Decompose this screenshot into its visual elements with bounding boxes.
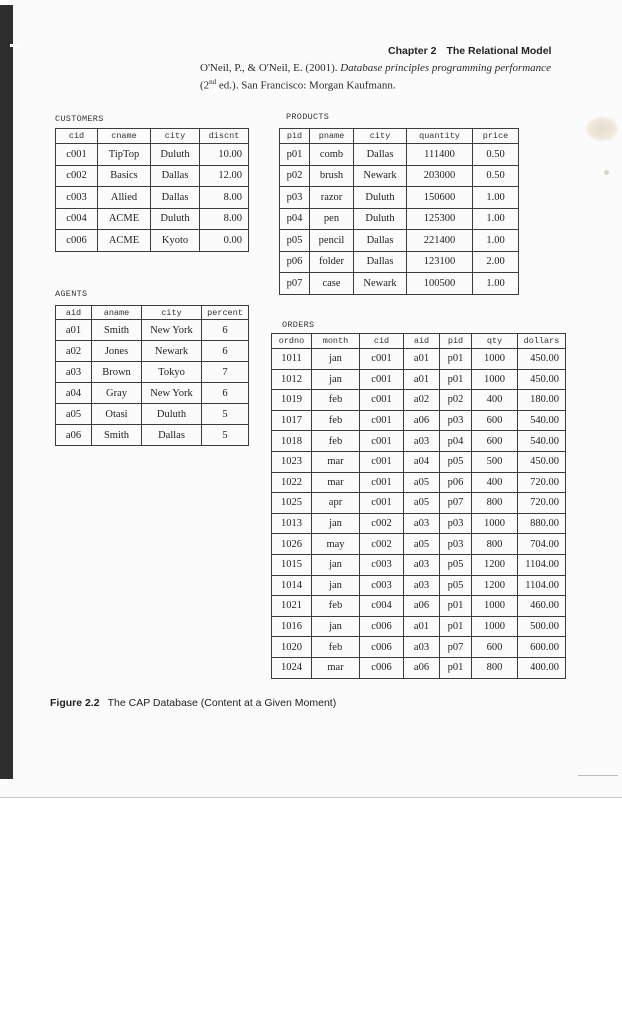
table-cell-cid: c001 — [360, 390, 404, 411]
table-cell-ordno: 1014 — [272, 575, 312, 596]
paper-speck — [604, 170, 609, 175]
table-row — [280, 144, 519, 166]
table-cell-quantity: 125300 — [407, 208, 473, 230]
table-row — [280, 230, 519, 252]
table-cell-aid: a04 — [404, 451, 440, 472]
table-cell-aid: a06 — [56, 425, 92, 446]
table-cell-cid: c004 — [56, 208, 98, 230]
table-header-row — [272, 334, 566, 349]
table-cell-cid: c003 — [360, 575, 404, 596]
column-header-aid: aid — [404, 334, 440, 349]
table-row — [272, 390, 566, 411]
table-cell-discnt: 8.00 — [200, 187, 249, 209]
table-cell-aid: a03 — [404, 513, 440, 534]
agents-table — [55, 305, 249, 446]
column-header-pid: pid — [280, 129, 310, 144]
table-cell-aid: a05 — [404, 472, 440, 493]
table-cell-dollars: 720.00 — [518, 493, 566, 514]
table-cell-qty: 800 — [472, 534, 518, 555]
table-row — [272, 431, 566, 452]
table-cell-dollars: 400.00 — [518, 657, 566, 678]
table-cell-city: Dallas — [151, 187, 200, 209]
table-cell-ordno: 1023 — [272, 451, 312, 472]
column-header-ordno: ordno — [272, 334, 312, 349]
table-cell-cname: ACME — [98, 230, 151, 252]
column-header-aid: aid — [56, 306, 92, 320]
table-cell-pname: comb — [310, 144, 354, 166]
table-cell-month: mar — [312, 657, 360, 678]
table-row — [272, 472, 566, 493]
table-row — [280, 251, 519, 273]
column-header-quantity: quantity — [407, 129, 473, 144]
table-row — [272, 637, 566, 658]
table-row — [56, 425, 249, 446]
table-cell-aid: a01 — [404, 369, 440, 390]
table-row — [272, 657, 566, 678]
table-cell-city: Dallas — [142, 425, 202, 446]
table-cell-city: Duluth — [354, 208, 407, 230]
table-cell-pid: p03 — [440, 513, 472, 534]
column-header-pname: pname — [310, 129, 354, 144]
column-header-price: price — [473, 129, 519, 144]
table-cell-month: feb — [312, 410, 360, 431]
table-cell-aid: a03 — [404, 554, 440, 575]
table-cell-quantity: 100500 — [407, 273, 473, 295]
table-row — [272, 349, 566, 370]
table-cell-qty: 500 — [472, 451, 518, 472]
table-cell-ordno: 1018 — [272, 431, 312, 452]
table-cell-month: jan — [312, 554, 360, 575]
citation-line-1 — [200, 61, 551, 75]
table-cell-pid: p01 — [440, 657, 472, 678]
table-cell-cid: c001 — [360, 451, 404, 472]
table-cell-dollars: 600.00 — [518, 637, 566, 658]
table-cell-aname: Otasi — [92, 404, 142, 425]
table-cell-cid: c002 — [360, 513, 404, 534]
table-cell-ordno: 1022 — [272, 472, 312, 493]
table-cell-pname: brush — [310, 165, 354, 187]
table-cell-aname: Jones — [92, 341, 142, 362]
table-cell-dollars: 1104.00 — [518, 575, 566, 596]
table-cell-city: Duluth — [151, 208, 200, 230]
table-cell-qty: 800 — [472, 657, 518, 678]
table-cell-aid: a06 — [404, 657, 440, 678]
table-row — [272, 575, 566, 596]
page-bottom-edge — [0, 797, 622, 798]
table-cell-pid: p01 — [440, 349, 472, 370]
table-cell-cid: c006 — [360, 616, 404, 637]
table-cell-cid: c002 — [56, 165, 98, 187]
table-cell-aid: a01 — [404, 616, 440, 637]
table-row — [280, 165, 519, 187]
table-cell-pid: p04 — [440, 431, 472, 452]
table-row — [56, 165, 249, 187]
table-cell-qty: 800 — [472, 493, 518, 514]
table-cell-aname: Smith — [92, 425, 142, 446]
table-row — [272, 410, 566, 431]
citation-line-2: (2nd ed.). San Francisco: Morgan Kaufmann. — [200, 78, 396, 92]
table-cell-dollars: 704.00 — [518, 534, 566, 555]
scan-binding-edge — [0, 5, 13, 779]
table-row — [56, 341, 249, 362]
column-header-cid: cid — [360, 334, 404, 349]
chapter-number: Chapter 2 — [388, 45, 437, 57]
table-row — [56, 383, 249, 404]
table-cell-qty: 400 — [472, 390, 518, 411]
citation-book-title: Database principles programming performance — [340, 62, 551, 74]
agents-table-label: AGENTS — [55, 289, 88, 299]
column-header-city: city — [142, 306, 202, 320]
table-cell-pid: p04 — [280, 208, 310, 230]
table-cell-pid: p05 — [280, 230, 310, 252]
column-header-discnt: discnt — [200, 129, 249, 144]
table-cell-city: Newark — [354, 165, 407, 187]
table-cell-cid: c004 — [360, 596, 404, 617]
table-cell-ordno: 1015 — [272, 554, 312, 575]
table-cell-qty: 1000 — [472, 513, 518, 534]
table-cell-month: jan — [312, 349, 360, 370]
table-cell-aid: a05 — [404, 534, 440, 555]
table-cell-ordno: 1017 — [272, 410, 312, 431]
column-header-cid: cid — [56, 129, 98, 144]
table-cell-qty: 1000 — [472, 349, 518, 370]
table-cell-dollars: 540.00 — [518, 431, 566, 452]
table-cell-month: jan — [312, 616, 360, 637]
table-cell-pname: case — [310, 273, 354, 295]
customers-table — [55, 128, 249, 252]
table-row — [56, 208, 249, 230]
table-cell-city: Duluth — [354, 187, 407, 209]
table-cell-aid: a03 — [404, 575, 440, 596]
table-cell-pid: p03 — [440, 534, 472, 555]
table-cell-aid: a03 — [404, 637, 440, 658]
table-cell-dollars: 450.00 — [518, 369, 566, 390]
table-cell-pid: p01 — [440, 616, 472, 637]
table-row — [272, 596, 566, 617]
table-cell-percent: 5 — [202, 404, 249, 425]
table-cell-pname: razor — [310, 187, 354, 209]
table-cell-ordno: 1024 — [272, 657, 312, 678]
table-cell-ordno: 1019 — [272, 390, 312, 411]
table-row — [56, 320, 249, 341]
table-cell-city: Duluth — [151, 144, 200, 166]
table-cell-ordno: 1021 — [272, 596, 312, 617]
table-cell-city: New York — [142, 320, 202, 341]
table-cell-pid: p06 — [280, 251, 310, 273]
table-cell-pname: pencil — [310, 230, 354, 252]
table-cell-aid: a03 — [56, 362, 92, 383]
table-cell-price: 1.00 — [473, 273, 519, 295]
column-header-month: month — [312, 334, 360, 349]
table-cell-aname: Brown — [92, 362, 142, 383]
table-cell-ordno: 1012 — [272, 369, 312, 390]
table-cell-aid: a05 — [404, 493, 440, 514]
column-header-pid: pid — [440, 334, 472, 349]
table-cell-dollars: 540.00 — [518, 410, 566, 431]
table-cell-aid: a01 — [404, 349, 440, 370]
table-cell-pid: p05 — [440, 575, 472, 596]
table-cell-aid: a06 — [404, 596, 440, 617]
table-cell-ordno: 1016 — [272, 616, 312, 637]
table-cell-city: Dallas — [151, 165, 200, 187]
table-cell-dollars: 720.00 — [518, 472, 566, 493]
table-cell-month: apr — [312, 493, 360, 514]
table-row — [56, 187, 249, 209]
table-row — [272, 451, 566, 472]
orders-table-label: ORDERS — [282, 320, 315, 330]
table-cell-cid: c001 — [360, 431, 404, 452]
table-cell-pid: p02 — [440, 390, 472, 411]
table-header-row — [56, 129, 249, 144]
table-row — [272, 369, 566, 390]
citation-authors: O'Neil, P., & O'Neil, E. (2001). — [200, 62, 341, 74]
table-cell-dollars: 450.00 — [518, 451, 566, 472]
table-cell-ordno: 1025 — [272, 493, 312, 514]
table-cell-city: Newark — [354, 273, 407, 295]
table-row — [56, 362, 249, 383]
table-cell-pid: p01 — [440, 369, 472, 390]
table-cell-pid: p05 — [440, 554, 472, 575]
table-cell-aname: Smith — [92, 320, 142, 341]
table-cell-discnt: 12.00 — [200, 165, 249, 187]
table-cell-quantity: 111400 — [407, 144, 473, 166]
table-cell-aid: a02 — [404, 390, 440, 411]
table-cell-qty: 1200 — [472, 575, 518, 596]
table-cell-city: Dallas — [354, 251, 407, 273]
table-cell-price: 2.00 — [473, 251, 519, 273]
table-cell-ordno: 1013 — [272, 513, 312, 534]
table-cell-aid: a01 — [56, 320, 92, 341]
table-cell-percent: 6 — [202, 320, 249, 341]
column-header-aname: aname — [92, 306, 142, 320]
table-cell-cid: c003 — [360, 554, 404, 575]
table-cell-price: 1.00 — [473, 187, 519, 209]
table-cell-pid: p07 — [440, 493, 472, 514]
table-cell-cname: Basics — [98, 165, 151, 187]
table-cell-qty: 400 — [472, 472, 518, 493]
table-cell-pid: p02 — [280, 165, 310, 187]
table-cell-dollars: 450.00 — [518, 349, 566, 370]
table-cell-cid: c001 — [360, 472, 404, 493]
orders-table — [271, 333, 566, 679]
table-cell-price: 0.50 — [473, 165, 519, 187]
table-cell-price: 0.50 — [473, 144, 519, 166]
table-cell-quantity: 123100 — [407, 251, 473, 273]
table-cell-qty: 600 — [472, 637, 518, 658]
customers-table-label: CUSTOMERS — [55, 114, 104, 124]
table-row — [56, 230, 249, 252]
table-cell-month: jan — [312, 513, 360, 534]
column-header-city: city — [354, 129, 407, 144]
paper-stain — [585, 116, 619, 142]
table-cell-discnt: 8.00 — [200, 208, 249, 230]
table-cell-dollars: 180.00 — [518, 390, 566, 411]
table-cell-dollars: 500.00 — [518, 616, 566, 637]
table-cell-cid: c006 — [56, 230, 98, 252]
table-cell-percent: 6 — [202, 341, 249, 362]
table-cell-pname: folder — [310, 251, 354, 273]
scan-edge-mark — [10, 44, 20, 47]
figure-caption — [50, 697, 336, 709]
table-cell-cid: c006 — [360, 637, 404, 658]
table-cell-price: 1.00 — [473, 230, 519, 252]
table-cell-city: Tokyo — [142, 362, 202, 383]
table-cell-ordno: 1011 — [272, 349, 312, 370]
table-cell-pid: p06 — [440, 472, 472, 493]
products-table-label: PRODUCTS — [286, 112, 330, 122]
table-cell-cid: c001 — [360, 369, 404, 390]
table-cell-percent: 6 — [202, 383, 249, 404]
figure-caption-text: The CAP Database (Content at a Given Moment) — [107, 697, 337, 709]
table-cell-percent: 5 — [202, 425, 249, 446]
table-cell-aid: a02 — [56, 341, 92, 362]
column-header-cname: cname — [98, 129, 151, 144]
table-cell-month: feb — [312, 596, 360, 617]
chapter-title: The Relational Model — [446, 45, 552, 57]
table-cell-ordno: 1026 — [272, 534, 312, 555]
table-cell-city: Newark — [142, 341, 202, 362]
table-cell-price: 1.00 — [473, 208, 519, 230]
table-cell-city: Duluth — [142, 404, 202, 425]
table-cell-cid: c001 — [360, 410, 404, 431]
citation — [200, 61, 551, 93]
citation-publisher: ed.). San Francisco: Morgan Kaufmann. — [216, 79, 396, 92]
table-cell-month: feb — [312, 390, 360, 411]
table-cell-aid: a04 — [56, 383, 92, 404]
table-cell-cname: ACME — [98, 208, 151, 230]
table-cell-cid: c001 — [360, 349, 404, 370]
table-cell-pid: p07 — [440, 637, 472, 658]
column-header-dollars: dollars — [518, 334, 566, 349]
table-header-row — [280, 129, 519, 144]
footer-rule — [578, 775, 618, 776]
column-header-percent: percent — [202, 306, 249, 320]
column-header-qty: qty — [472, 334, 518, 349]
table-cell-city: New York — [142, 383, 202, 404]
table-cell-month: mar — [312, 472, 360, 493]
table-header-row — [56, 306, 249, 320]
table-row — [272, 616, 566, 637]
table-cell-qty: 1200 — [472, 554, 518, 575]
table-cell-month: jan — [312, 575, 360, 596]
table-row — [56, 144, 249, 166]
table-cell-pid: p03 — [440, 410, 472, 431]
table-cell-month: may — [312, 534, 360, 555]
table-cell-aid: a06 — [404, 410, 440, 431]
table-cell-cid: c003 — [56, 187, 98, 209]
table-cell-discnt: 0.00 — [200, 230, 249, 252]
table-cell-cid: c002 — [360, 534, 404, 555]
table-cell-month: mar — [312, 451, 360, 472]
table-row — [56, 404, 249, 425]
table-cell-qty: 1000 — [472, 616, 518, 637]
table-cell-dollars: 460.00 — [518, 596, 566, 617]
table-cell-city: Kyoto — [151, 230, 200, 252]
table-cell-cname: TipTop — [98, 144, 151, 166]
table-cell-quantity: 203000 — [407, 165, 473, 187]
table-row — [272, 513, 566, 534]
table-cell-pname: pen — [310, 208, 354, 230]
table-cell-dollars: 1104.00 — [518, 554, 566, 575]
table-cell-pid: p01 — [280, 144, 310, 166]
table-cell-month: feb — [312, 431, 360, 452]
table-row — [272, 534, 566, 555]
table-cell-quantity: 150600 — [407, 187, 473, 209]
table-cell-cname: Allied — [98, 187, 151, 209]
table-cell-percent: 7 — [202, 362, 249, 383]
table-cell-aid: a05 — [56, 404, 92, 425]
chapter-heading — [388, 45, 551, 57]
table-cell-pid: p07 — [280, 273, 310, 295]
table-row — [280, 273, 519, 295]
table-cell-cid: c001 — [360, 493, 404, 514]
table-cell-pid: p01 — [440, 596, 472, 617]
table-cell-pid: p05 — [440, 451, 472, 472]
table-cell-aid: a03 — [404, 431, 440, 452]
table-cell-qty: 600 — [472, 410, 518, 431]
column-header-city: city — [151, 129, 200, 144]
table-cell-ordno: 1020 — [272, 637, 312, 658]
table-row — [272, 554, 566, 575]
table-cell-qty: 600 — [472, 431, 518, 452]
table-cell-pid: p03 — [280, 187, 310, 209]
figure-number: Figure 2.2 — [50, 697, 100, 709]
table-cell-discnt: 10.00 — [200, 144, 249, 166]
table-cell-month: jan — [312, 369, 360, 390]
table-cell-city: Dallas — [354, 144, 407, 166]
table-cell-qty: 1000 — [472, 369, 518, 390]
table-cell-cid: c006 — [360, 657, 404, 678]
table-cell-qty: 1000 — [472, 596, 518, 617]
table-cell-cid: c001 — [56, 144, 98, 166]
table-cell-quantity: 221400 — [407, 230, 473, 252]
table-row — [272, 493, 566, 514]
table-row — [280, 208, 519, 230]
table-cell-city: Dallas — [354, 230, 407, 252]
table-cell-dollars: 880.00 — [518, 513, 566, 534]
table-cell-aname: Gray — [92, 383, 142, 404]
table-cell-month: feb — [312, 637, 360, 658]
table-row — [280, 187, 519, 209]
products-table — [279, 128, 519, 295]
